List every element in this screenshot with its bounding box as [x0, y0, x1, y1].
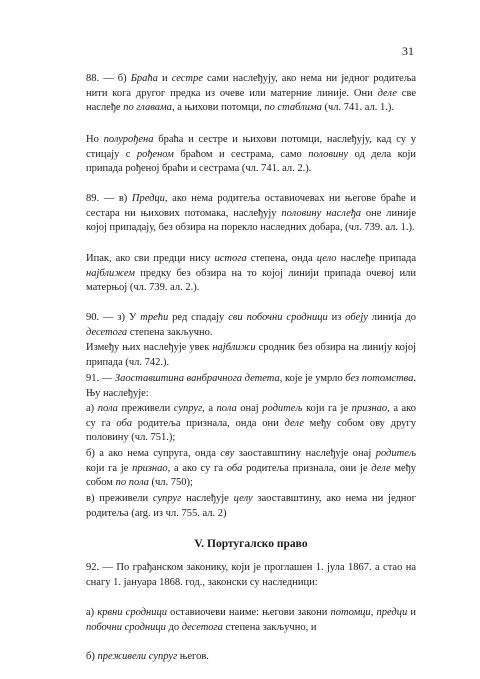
- emphasized-text: предци: [376, 607, 408, 618]
- text-run: 92. — По грађанском законику, који је проглашен 1. јула 1867. а стао на снагу 1. јануара 1868. год., законски су наследници:: [86, 562, 416, 588]
- text-run: а): [86, 403, 98, 414]
- text-run: ,: [370, 607, 377, 618]
- text-run: онај: [236, 403, 263, 414]
- text-run: који га је: [86, 462, 133, 474]
- text-run: наслеђује: [181, 493, 234, 504]
- paragraph-91-b: [86, 447, 416, 491]
- emphasized-text: најближи: [212, 342, 256, 353]
- emphasized-text: Заоставштина ванбрачнога детета: [114, 373, 280, 384]
- text-run: браћом и сестрама, само: [173, 148, 309, 160]
- paragraph-90-cont: [86, 341, 416, 370]
- emphasized-text: по стаблима: [264, 102, 322, 113]
- text-run: 88. — б): [86, 73, 131, 84]
- text-run: који га је: [302, 403, 352, 414]
- paragraph-91-a: [86, 402, 416, 446]
- text-run: родитеља признала, онда они: [131, 417, 285, 429]
- emphasized-text: признао: [351, 403, 388, 414]
- text-run: (чл. 741. ал. 1.).: [321, 102, 395, 113]
- emphasized-text: потомци: [330, 607, 371, 618]
- emphasized-text: супруг: [173, 403, 203, 414]
- text-run: сродник без обзира на линију којој припада (чл. 742.).: [86, 342, 416, 368]
- emphasized-text: родитељ: [262, 403, 303, 414]
- paragraph-92-a: [86, 606, 416, 635]
- text-run: наслеђе припада: [336, 253, 416, 264]
- text-run: Но: [86, 134, 104, 145]
- text-run: ред спадају: [168, 312, 229, 323]
- emphasized-text: крвни сродници: [97, 607, 167, 618]
- emphasized-text: сестре: [171, 73, 203, 84]
- text-run: родитеља признала, оии је: [242, 462, 372, 474]
- text-run: предку без обзира на то којој линији припада очевој или матерњој (чл. 739. ал. 2.).: [86, 267, 416, 293]
- text-run: заоставштину наслеђује онај: [234, 448, 376, 459]
- text-run: Ипак, ако сви предци нису: [86, 253, 215, 264]
- emphasized-text: деле: [284, 417, 304, 429]
- emphasized-text: Браћа: [130, 73, 158, 84]
- emphasized-text: половину: [308, 148, 349, 160]
- text-run: до: [165, 621, 182, 633]
- text-run: . Њу наслеђује:: [86, 373, 417, 399]
- text-run: његов.: [177, 651, 209, 662]
- emphasized-text: деле: [377, 87, 397, 99]
- text-run: (чл. 750);: [148, 477, 193, 488]
- text-run: оне линије којој припадају, без обзира на порекло наследних добара, (чл. 739. ал. 1.).: [86, 207, 416, 233]
- text-run: , које је умрло: [279, 373, 346, 384]
- section-heading: V. Португалско право: [194, 538, 308, 550]
- emphasized-text: по пола: [115, 477, 149, 488]
- text-run: степена закључно, и: [222, 621, 317, 633]
- text-run: , а ако су га: [167, 462, 227, 474]
- emphasized-text: истога: [214, 253, 247, 264]
- text-run: међу собом: [86, 462, 416, 488]
- emphasized-text: родитељ: [375, 448, 416, 459]
- emphasized-text: целу: [233, 493, 253, 504]
- text-run: линија до: [367, 312, 416, 323]
- emphasized-text: полурођена: [103, 134, 154, 145]
- page-number: 31: [402, 44, 414, 58]
- paragraph-92: [86, 561, 416, 590]
- text-run: , а ако су га: [86, 403, 416, 429]
- text-run: заоставштину, ако нема ни једног родитеља (arg. из чл. 755. ал. 2): [86, 493, 416, 519]
- emphasized-text: без потомства: [345, 373, 414, 384]
- emphasized-text: цело: [316, 253, 337, 264]
- text-run: а): [86, 607, 98, 618]
- emphasized-text: супруг: [152, 493, 182, 504]
- paragraph-92-b: [86, 650, 416, 665]
- emphasized-text: најближем: [86, 267, 135, 279]
- text-run: б): [86, 651, 98, 662]
- text-run: б) а ако нема супруга, онда: [86, 448, 221, 459]
- text-run: , ако нема родитеља оставиочевах ни његове браће и сестара ни њихових потомака, наслеђују: [86, 193, 416, 219]
- emphasized-text: сви побочни сродници: [228, 312, 328, 323]
- emphasized-text: рођеном: [136, 148, 174, 160]
- paragraph-90: [86, 311, 416, 340]
- emphasized-text: деле: [371, 462, 391, 474]
- emphasized-text: по главама: [123, 102, 172, 113]
- paragraph-88: [86, 72, 416, 116]
- emphasized-text: оба: [226, 462, 243, 474]
- paragraph-89: [86, 192, 416, 236]
- text-run: и: [407, 607, 416, 618]
- text-run: међу собом ову другу половину (чл. 751.);: [86, 417, 416, 443]
- paragraph-88-cont: [86, 133, 416, 177]
- text-run: Између њих наслеђује увек: [86, 342, 213, 353]
- emphasized-text: оба: [116, 417, 132, 429]
- text-run: 89. — в): [86, 193, 132, 204]
- emphasized-text: пола: [216, 403, 237, 414]
- text-run: оставиочеви наиме: његови закони: [166, 607, 331, 618]
- text-run: сами наслеђују, ако нема ни једног родитеља нити кога другог предка из очеве или матерние линије. Они: [86, 73, 416, 99]
- text-run: 91. —: [86, 373, 115, 384]
- emphasized-text: Предци: [131, 193, 165, 204]
- text-run: од дела који припада рођеној браћи и сестрама (чл. 741. ал. 2.).: [86, 148, 416, 174]
- text-run: степена закључно.: [127, 326, 213, 338]
- text-run: преживели: [117, 403, 174, 414]
- emphasized-text: пола: [97, 403, 118, 414]
- emphasized-text: обеју: [345, 312, 368, 323]
- text-run: , а: [202, 403, 217, 414]
- paragraph-89-cont: [86, 252, 416, 296]
- emphasized-text: признао: [132, 462, 168, 474]
- text-run: 90. — з) У: [86, 312, 141, 323]
- text-run: браћа и сестре и њихови потомци, наслеђују, кад су у стицају с: [86, 134, 416, 160]
- emphasized-text: преживели супруг: [97, 651, 178, 662]
- text-run: и: [157, 73, 172, 84]
- text-run: из: [327, 312, 346, 323]
- paragraph-91-c: [86, 492, 416, 521]
- text-run: све наслеђе: [86, 87, 417, 113]
- emphasized-text: сву: [220, 448, 235, 459]
- paragraph-91: [86, 372, 416, 401]
- emphasized-text: трећи: [140, 312, 169, 323]
- text-run: , а њихови потомци,: [171, 102, 265, 113]
- text-run: в) преживели: [86, 493, 153, 504]
- emphasized-text: половину наслеђа: [281, 207, 362, 219]
- emphasized-text: побочни сродници: [86, 621, 166, 633]
- text-run: степена, онда: [246, 253, 317, 264]
- emphasized-text: десетога: [181, 621, 223, 633]
- emphasized-text: десетога: [86, 326, 128, 338]
